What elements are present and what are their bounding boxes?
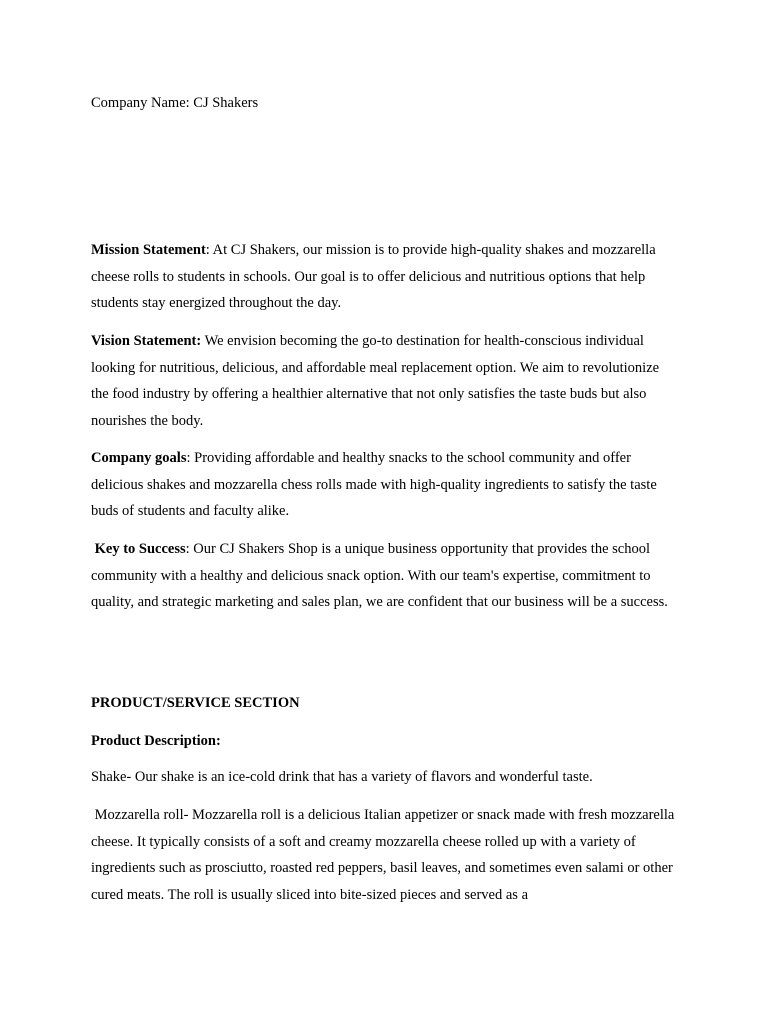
mozzarella-text: Mozzarella roll- Mozzarella roll is a delicious Italian appetizer or snack made with fresh mozzarella cheese. It typically consists of a soft and creamy mozzarella cheese rolled up with a variety of ingredients such as prosciutto, roasted red peppers, basil leaves, and sometimes even salami or other cured meats. The roll is usually sliced into bite-sized pieces and served as a: [91, 807, 675, 904]
product-description-heading: Product Description:: [91, 733, 221, 749]
vision-label: Vision Statement:: [91, 333, 202, 349]
key-text: : Our CJ Shakers Shop is a unique business opportunity that provides the school community with a healthy and delicious snack option. With our team's expertise, commitment to quality, and strategic marketing and sales plan, we are confident that our business will be a success.: [91, 541, 668, 611]
key-to-success: [91, 536, 679, 616]
mozzarella-roll-description: [91, 802, 679, 909]
vision-text: We envision becoming the go-to destination for health-conscious individual looking for nutritious, delicious, and affordable meal replacement option. We aim to revolutionize the food industry by offering a healthier alternative that not only satisfies the taste buds but also nourishes the body.: [91, 333, 660, 430]
product-section-heading: PRODUCT/SERVICE SECTION: [91, 695, 300, 711]
vision-statement: [91, 328, 679, 435]
company-name-line: Company Name: CJ Shakers: [91, 95, 259, 111]
mission-text: : At CJ Shakers, our mission is to provide high-quality shakes and mozzarella cheese rolls to students in schools. Our goal is to offer delicious and nutritious options that help students stay energized throughout the day.: [91, 242, 656, 312]
shake-description: Shake- Our shake is an ice-cold drink that has a variety of flavors and wonderful taste.: [91, 769, 593, 785]
company-goals: [91, 445, 679, 525]
mission-statement: [91, 237, 679, 317]
mission-label: Mission Statement: [91, 242, 206, 258]
goals-text: : Providing affordable and healthy snacks to the school community and offer delicious shakes and mozzarella chess rolls made with high-quality ingredients to satisfy the taste buds of students and faculty alike.: [91, 450, 657, 520]
key-label: Key to Success: [94, 541, 186, 557]
goals-label: Company goals: [91, 450, 187, 466]
